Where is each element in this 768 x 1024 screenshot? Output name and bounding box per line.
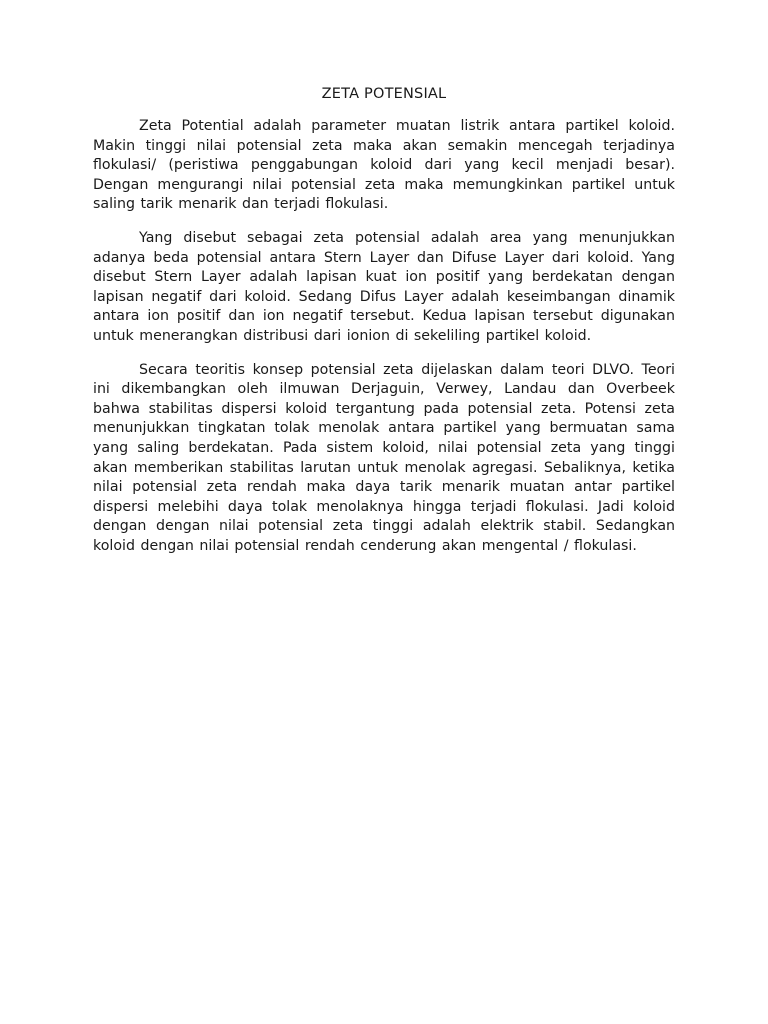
paragraph-2: Yang disebut sebagai zeta potensial adalah area yang menunjukkan adanya beda potensial antara Stern Layer dan Difuse Layer dari koloid. Yang disebut Stern Layer adalah lapisan kuat ion positif yang berdekatan dengan lapisan negatif dari koloid. Sedang Difus Layer adalah keseimbangan dinamik antara ion positif dan ion negatif tersebut. Kedua lapisan tersebut digunakan untuk menerangkan distribusi dari ionion di sekeliling partikel koloid. <box>93 229 675 344</box>
document-body <box>93 117 675 570</box>
paragraph-3: Secara teoritis konsep potensial zeta dijelaskan dalam teori DLVO. Teori ini dikembangkan oleh ilmuwan Derjaguin, Verwey, Landau dan Overbeek bahwa stabilitas dispersi koloid tergantung pada potensial zeta. Potensi zeta menunjukkan tingkatan tolak menolak antara partikel yang bermuatan sama yang saling berdekatan. Pada sistem koloid, nilai potensial zeta yang tinggi akan memberikan stabilitas larutan untuk menolak agregasi. Sebaliknya, ketika nilai potensial zeta rendah maka daya tarik menarik muatan antar partikel dispersi melebihi daya tolak menolaknya hingga terjadi flokulasi. Jadi koloid dengan dengan nilai potensial zeta tinggi adalah elektrik stabil. Sedangkan koloid dengan nilai potensial rendah cenderung akan mengental / flokulasi. <box>93 361 675 554</box>
document-title: ZETA POTENSIAL <box>321 86 447 102</box>
paragraph-1: Zeta Potential adalah parameter muatan listrik antara partikel koloid. Makin tinggi nilai potensial zeta maka akan semakin mencegah terjadinya flokulasi/ (peristiwa penggabungan koloid dari yang kecil menjadi besar). Dengan mengurangi nilai potensial zeta maka memungkinkan partikel untuk saling tarik menarik dan terjadi flokulasi. <box>93 118 675 213</box>
